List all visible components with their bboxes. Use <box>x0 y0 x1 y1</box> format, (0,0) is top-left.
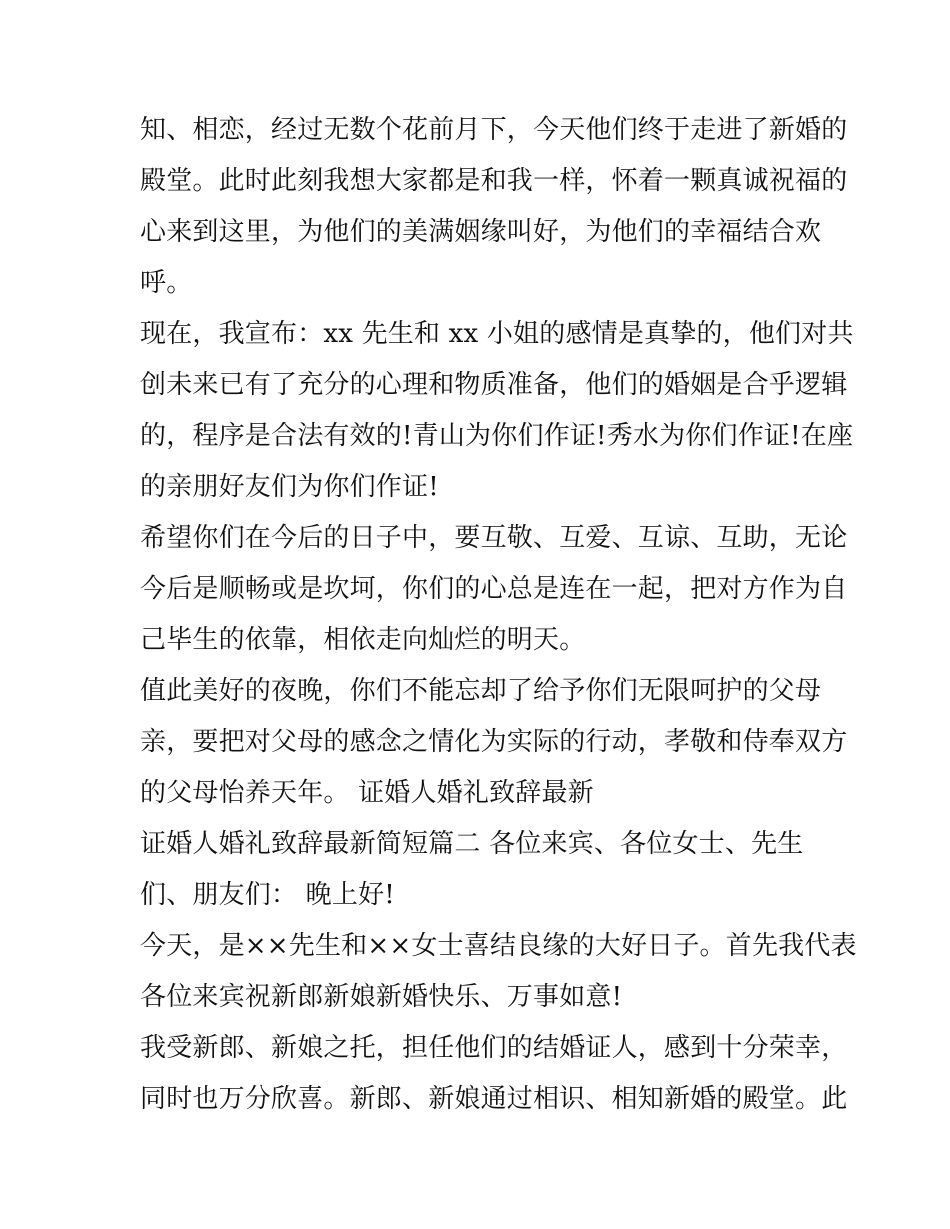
text-line: 创未来已有了充分的心理和物质准备，他们的婚姻是合乎逻辑 <box>140 370 848 400</box>
text-line: 值此美好的夜晚，你们不能忘却了给予你们无限呵护的父母 <box>140 676 822 706</box>
text-line: 的父母怡养天年。 证婚人婚礼致辞最新 <box>140 778 594 808</box>
text-line: 们、朋友们： 晚上好! <box>140 880 395 910</box>
text-line: 殿堂。此时此刻我想大家都是和我一样，怀着一颗真诚祝福的 <box>140 166 848 196</box>
document-body <box>140 105 857 1125</box>
text-line: 的，程序是合法有效的!青山为你们作证!秀水为你们作证!在座 <box>140 421 854 451</box>
text-line: 今天，是××先生和××女士喜结良缘的大好日子。首先我代表 <box>140 931 857 961</box>
text-line: 希望你们在今后的日子中，要互敬、互爱、互谅、互助，无论 <box>140 523 848 553</box>
text-line: 我受新郎、新娘之托，担任他们的结婚证人，感到十分荣幸， <box>140 1033 848 1063</box>
text-line: 同时也万分欣喜。新郎、新娘通过相识、相知新婚的殿堂。此 <box>140 1084 848 1114</box>
text-line: 的亲朋好友们为你们作证! <box>140 472 439 502</box>
text-line: 心来到这里，为他们的美满姻缘叫好，为他们的幸福结合欢 <box>140 217 822 247</box>
text-line: 知、相恋，经过无数个花前月下，今天他们终于走进了新婚的 <box>140 115 848 145</box>
text-line: 今后是顺畅或是坎坷，你们的心总是连在一起，把对方作为自 <box>140 574 848 604</box>
text-line: 己毕生的依靠，相依走向灿烂的明天。 <box>140 625 586 655</box>
text-line: 证婚人婚礼致辞最新简短篇二 各位来宾、各位女士、先生 <box>140 829 804 859</box>
text-line: 各位来宾祝新郎新娘新婚快乐、万事如意! <box>140 982 623 1012</box>
text-line: 呼。 <box>140 268 193 298</box>
text-line: 现在，我宣布：xx 先生和 xx 小姐的感情是真挚的，他们对共 <box>140 319 854 349</box>
text-line: 亲，要把对父母的感念之情化为实际的行动，孝敬和侍奉双方 <box>140 727 848 757</box>
